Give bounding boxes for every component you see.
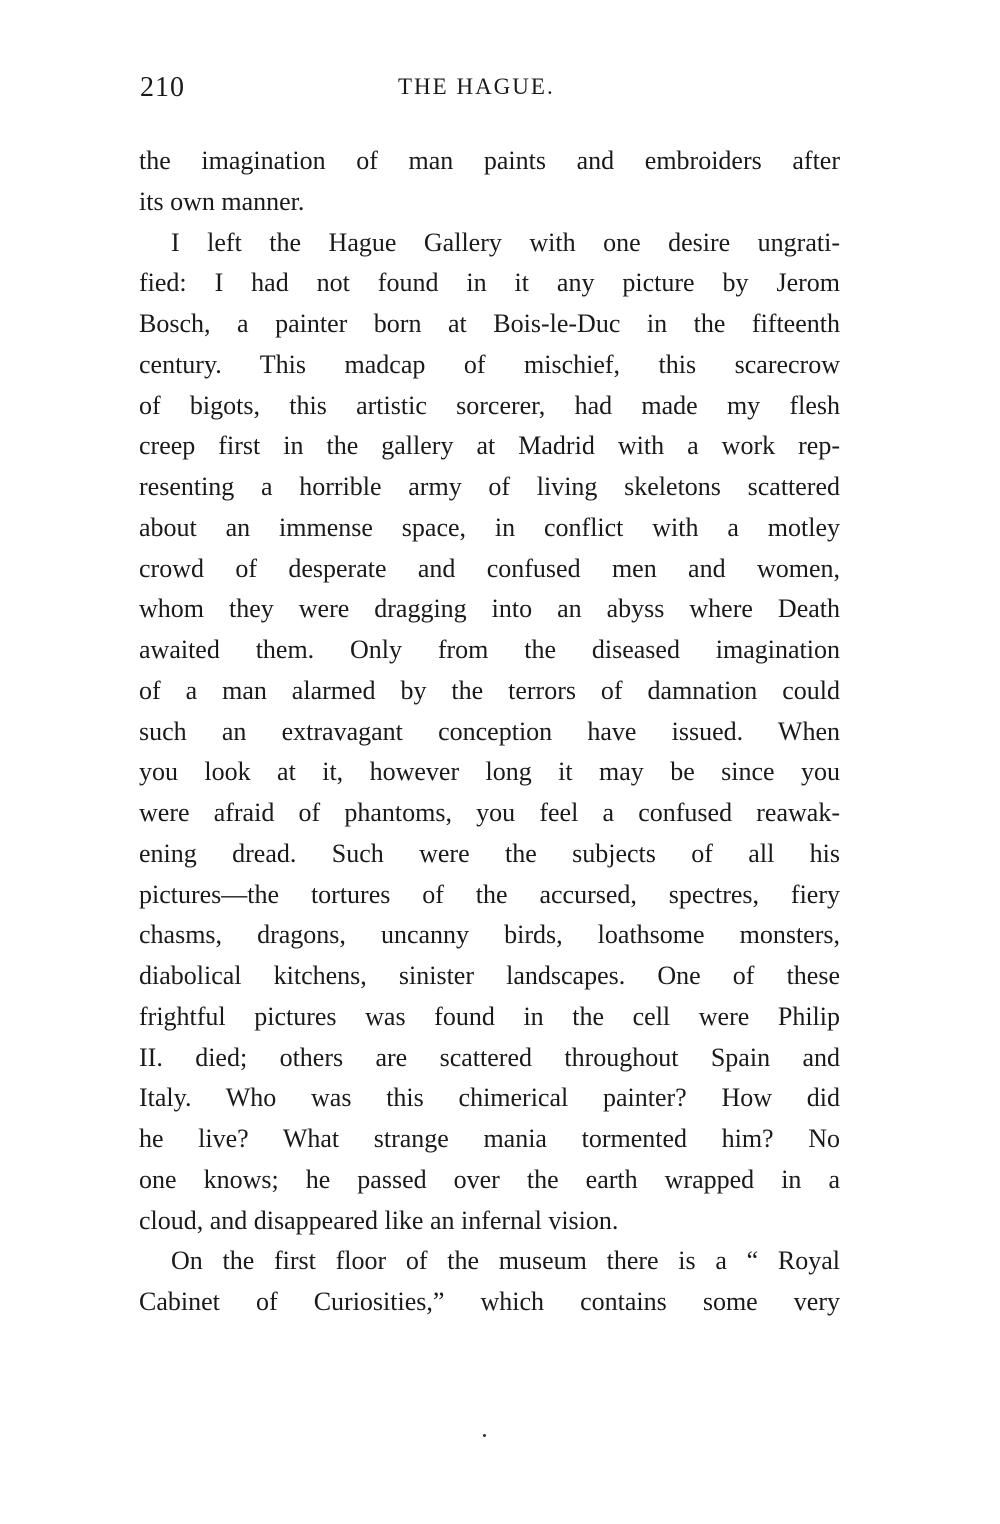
- text-line: II. died; others are scattered throughout Spain and: [139, 1042, 840, 1072]
- text-line: ening dread. Such were the subjects of all his: [139, 838, 840, 868]
- text-line: Cabinet of Curiosities,” which contains some very: [139, 1287, 840, 1316]
- text-line: diabolical kitchens, sinister landscapes. One of these: [139, 961, 840, 990]
- text-line: you look at it, however long it may be since you: [139, 757, 840, 787]
- text-line: awaited them. Only from the diseased imagination: [139, 635, 840, 664]
- text-line: creep first in the gallery at Madrid with a work rep-: [139, 431, 840, 461]
- text-line: of bigots, this artistic sorcerer, had made my flesh: [139, 390, 840, 420]
- print-speck: [483, 1434, 486, 1437]
- text-line: crowd of desperate and confused men and women,: [139, 553, 840, 583]
- paragraph-start-line: On the first floor of the museum there is a “ Royal: [171, 1246, 840, 1276]
- text-line: pictures—the tortures of the accursed, spectres, fiery: [139, 879, 840, 909]
- text-line: were afraid of phantoms, you feel a confused reawak-: [139, 798, 840, 827]
- text-line: cloud, and disappeared like an infernal vision.: [139, 1205, 619, 1235]
- text-line: resenting a horrible army of living skeletons scattered: [139, 472, 840, 501]
- text-line: whom they were dragging into an abyss where Death: [139, 594, 840, 624]
- text-line: chasms, dragons, uncanny birds, loathsome monsters,: [139, 920, 840, 950]
- text-line: such an extravagant conception have issued. When: [139, 716, 840, 746]
- text-line: fied: I had not found in it any picture by Jerom: [139, 268, 840, 298]
- text-line: Bosch, a painter born at Bois-le-Duc in the fifteenth: [139, 309, 840, 338]
- text-line: of a man alarmed by the terrors of damnation could: [139, 675, 840, 705]
- text-line: one knows; he passed over the earth wrapped in a: [139, 1164, 840, 1194]
- body-text: [139, 141, 840, 1323]
- text-line: frightful pictures was found in the cell were Philip: [139, 1001, 840, 1031]
- running-head: [140, 72, 840, 112]
- page-number: 210: [140, 72, 185, 103]
- text-line: its own manner.: [139, 186, 305, 216]
- text-line: about an immense space, in conflict with a motley: [139, 512, 840, 542]
- paragraph-start-line: I left the Hague Gallery with one desire ungrati-: [171, 227, 840, 257]
- running-title: THE HAGUE.: [398, 74, 555, 99]
- text-line: Italy. Who was this chimerical painter? How did: [139, 1083, 840, 1113]
- text-line: century. This madcap of mischief, this scarecrow: [139, 349, 840, 379]
- text-line: he live? What strange mania tormented him? No: [139, 1124, 840, 1153]
- text-line: the imagination of man paints and embroiders after: [139, 146, 840, 175]
